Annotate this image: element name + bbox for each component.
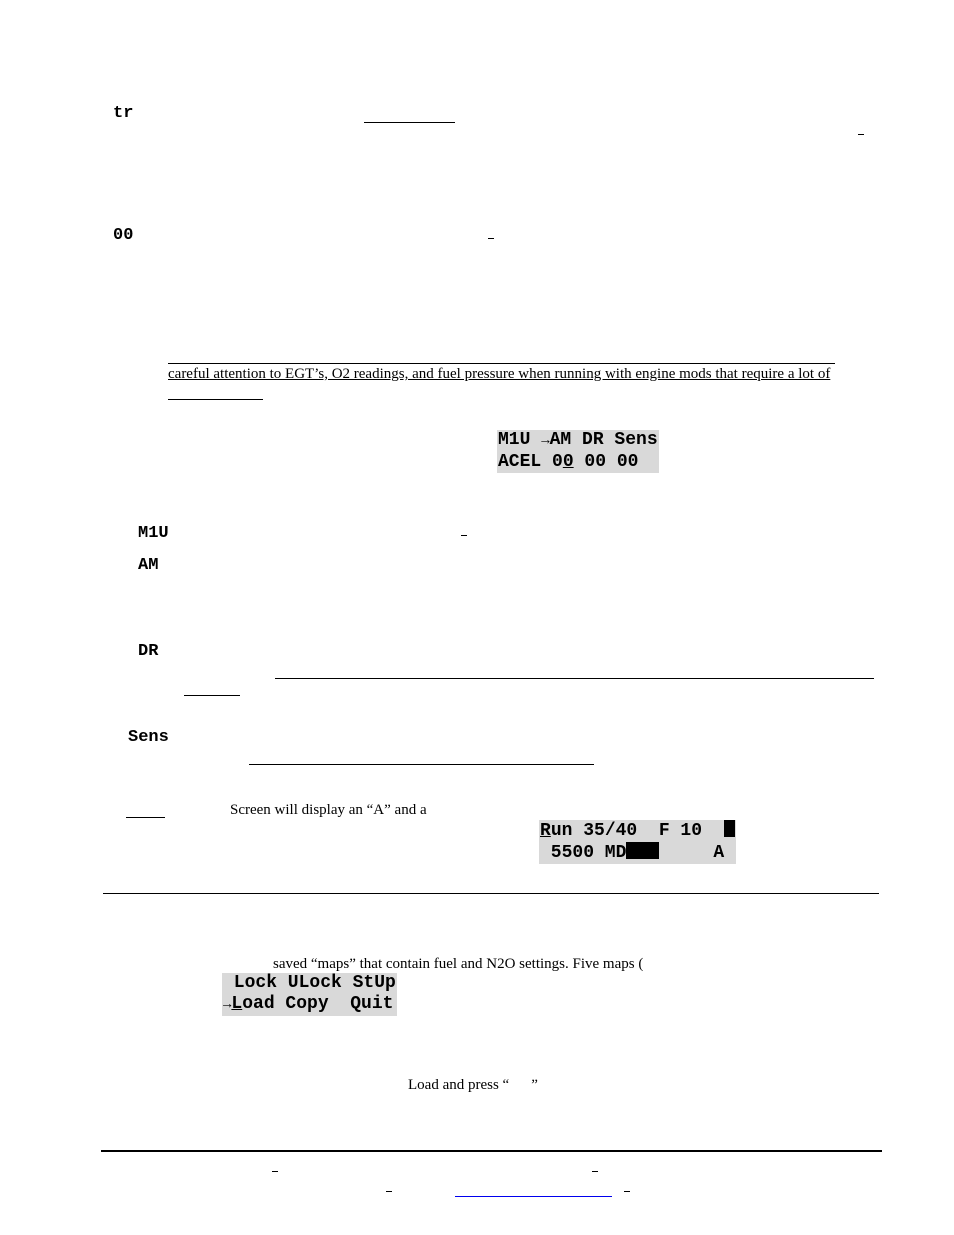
underline-blank (275, 678, 874, 679)
lcd-run-screen (539, 820, 736, 864)
lcd-text: 00 00 (573, 452, 639, 472)
note-underline-line1 (168, 363, 835, 364)
lcd-text: M1U (498, 430, 542, 450)
lcd-text: AM DR Sens (549, 430, 658, 450)
term-tr: tr (113, 104, 134, 123)
section-divider (103, 893, 879, 894)
lcd-text: oad Copy Quit (242, 994, 394, 1014)
arrow-right-icon: → (223, 997, 232, 1013)
footer-link-underline[interactable] (455, 1196, 612, 1197)
def-term-dr: DR (138, 642, 159, 661)
lcd-accel-line1 (498, 430, 658, 450)
term-00: 00 (113, 226, 134, 245)
dash-mark (461, 535, 467, 536)
lcd-block-icon (637, 842, 648, 859)
def-term-m1u: M1U (138, 524, 169, 543)
footer-rule (101, 1150, 882, 1152)
dash-mark (488, 238, 494, 239)
lcd-menu-line2 (223, 994, 393, 1014)
lcd-block-icon (648, 842, 659, 859)
arrow-right-icon: → (541, 433, 550, 449)
note-text: careful attention to EGT’s, O2 readings, and fuel pressure when running with engine mods that require a lot of (168, 366, 831, 382)
lcd-text: ACEL 0 (498, 452, 563, 472)
lcd-block-icon (724, 820, 735, 837)
lcd-cursor: 0 (562, 452, 574, 472)
lcd-cursor: L (231, 994, 243, 1014)
dash-mark (386, 1191, 392, 1192)
lcd-menu-screen (222, 973, 397, 1016)
lcd-menu-line1: Lock ULock StUp (223, 973, 396, 993)
underline-blank (184, 695, 240, 696)
load-text-close: ” (531, 1077, 538, 1093)
lcd-accel-screen (497, 430, 659, 473)
lcd-cursor: R (540, 821, 551, 841)
def-term-sens: Sens (128, 728, 169, 747)
lcd-block-icon (626, 842, 637, 859)
lcd-run-line2 (540, 843, 724, 863)
lcd-run-line1 (540, 821, 735, 841)
lcd-text: 5500 MD (540, 843, 627, 863)
load-text: Load and press “ (408, 1077, 510, 1093)
def-term-am: AM (138, 556, 159, 575)
screen-note-text: Screen will display an “A” and a (230, 802, 427, 818)
lcd-text: A (659, 843, 725, 863)
load-instruction (408, 1077, 538, 1094)
dash-mark (624, 1191, 630, 1192)
underline-blank (364, 122, 455, 123)
dash-mark (592, 1171, 598, 1172)
underline-blank (126, 817, 165, 818)
dash-mark (858, 134, 864, 135)
lcd-accel-line2 (498, 452, 638, 472)
maps-text: saved “maps” that contain fuel and N2O settings. Five maps ( (273, 956, 644, 972)
underline-blank (249, 764, 594, 765)
dash-mark (272, 1171, 278, 1172)
note-underline-line3 (168, 399, 263, 400)
lcd-text: un 35/40 F 10 (550, 821, 724, 841)
